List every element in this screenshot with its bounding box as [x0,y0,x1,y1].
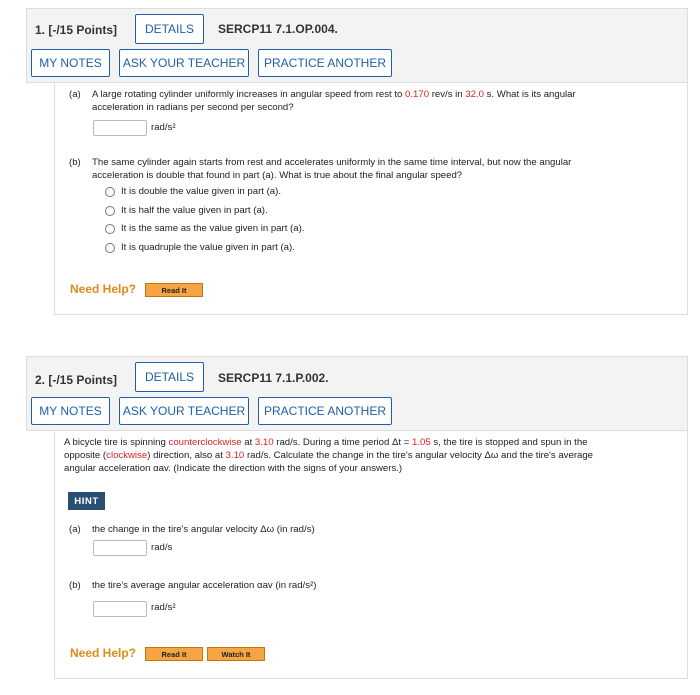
q2-text: opposite ( [64,450,107,461]
q2-ask-teacher-button[interactable]: ASK YOUR TEACHER [119,397,249,425]
q1-a-text-line2: acceleration in radians per second per second? [92,102,294,113]
q1-b-text-line2: acceleration is double that found in part (a). What is true about the final angular speed? [92,170,463,181]
q1-b-option-2-radio[interactable] [105,206,115,216]
q2-b-unit: rad/s² [151,602,176,613]
q1-ask-teacher-button[interactable]: ASK YOUR TEACHER [119,49,249,77]
q1-my-notes-button[interactable]: MY NOTES [31,49,110,77]
q1-b-option-1-radio[interactable] [105,187,115,197]
q2-value-speed: 3.10 [254,437,274,448]
q2-read-it-button[interactable]: Read It [145,647,203,661]
q1-a-unit: rad/s² [151,122,176,133]
q2-text-line3: angular acceleration αav. (Indicate the direction with the signs of your answers.) [64,463,403,474]
q2-b-label: (b) [69,580,81,591]
q1-a-text: rev/s in [429,89,466,100]
q1-code: SERCP11 7.1.OP.004. [218,22,338,36]
q1-title: 1. [-/15 Points] [35,23,118,37]
q1-practice-another-button[interactable]: PRACTICE ANOTHER [258,49,392,77]
q1-a-text: A large rotating cylinder uniformly increases in angular speed from rest to [92,89,406,100]
q2-my-notes-button[interactable]: MY NOTES [31,397,110,425]
q2-title: 2. [-/15 Points] [35,373,118,387]
q2-value-speed-2: 3.10 [225,450,245,461]
q2-details-button[interactable]: DETAILS [135,362,204,392]
q2-b-text: the tire's average angular acceleration αav (in rad/s²) [92,580,317,591]
q2-a-text: the change in the tire's angular velocity Δω (in rad/s) [92,524,315,535]
q1-b-question [92,156,672,182]
q2-value-time: 1.05 [412,437,431,448]
q2-watch-it-button[interactable]: Watch It [207,647,265,661]
q1-b-option-3-label[interactable]: It is the same as the value given in part (a). [121,223,305,234]
q2-text: rad/s. Calculate the change in the tire's angular velocity Δω and the tire's average [244,450,594,461]
q2-a-unit: rad/s [151,542,173,553]
q2-direction-cw: clockwise [106,450,148,461]
q2-problem-text [64,436,674,475]
q2-hint-button[interactable]: HINT [68,492,105,510]
q1-need-help: Need Help? [70,282,137,296]
q2-practice-another-button[interactable]: PRACTICE ANOTHER [258,397,392,425]
q1-read-it-button[interactable]: Read It [145,283,203,297]
q2-code: SERCP11 7.1.P.002. [218,371,329,385]
q1-a-value-time: 32.0 [465,89,484,100]
q1-details-button[interactable]: DETAILS [135,14,204,44]
q1-b-text-line1: The same cylinder again starts from rest and accelerates uniformly in the same time interval, but now the angular [92,157,572,168]
q2-text: rad/s. During a time period Δt = [273,437,412,448]
q1-b-label: (b) [69,157,81,168]
q1-b-option-4-label[interactable]: It is quadruple the value given in part (a). [121,242,295,253]
q1-b-option-4-radio[interactable] [105,243,115,253]
q1-b-option-3-radio[interactable] [105,224,115,234]
q1-a-value-speed: 0.170 [405,89,430,100]
q2-direction-ccw: counterclockwise [168,437,242,448]
q1-a-label: (a) [69,89,81,100]
q2-need-help: Need Help? [70,646,137,660]
q2-text: s, the tire is stopped and spun in the [430,437,588,448]
q2-b-answer-input[interactable] [93,601,147,617]
q2-a-answer-input[interactable] [93,540,147,556]
q2-text: ) direction, also at [147,450,226,461]
q1-a-question [92,88,672,114]
q2-a-label: (a) [69,524,81,535]
q1-body [54,83,688,315]
q1-b-option-1-label[interactable]: It is double the value given in part (a). [121,186,281,197]
q2-text: at [241,437,255,448]
q1-a-answer-input[interactable] [93,120,147,136]
q1-a-text: s. What is its angular [483,89,576,100]
q2-text: A bicycle tire is spinning [64,437,169,448]
q1-b-option-2-label[interactable]: It is half the value given in part (a). [121,205,268,216]
